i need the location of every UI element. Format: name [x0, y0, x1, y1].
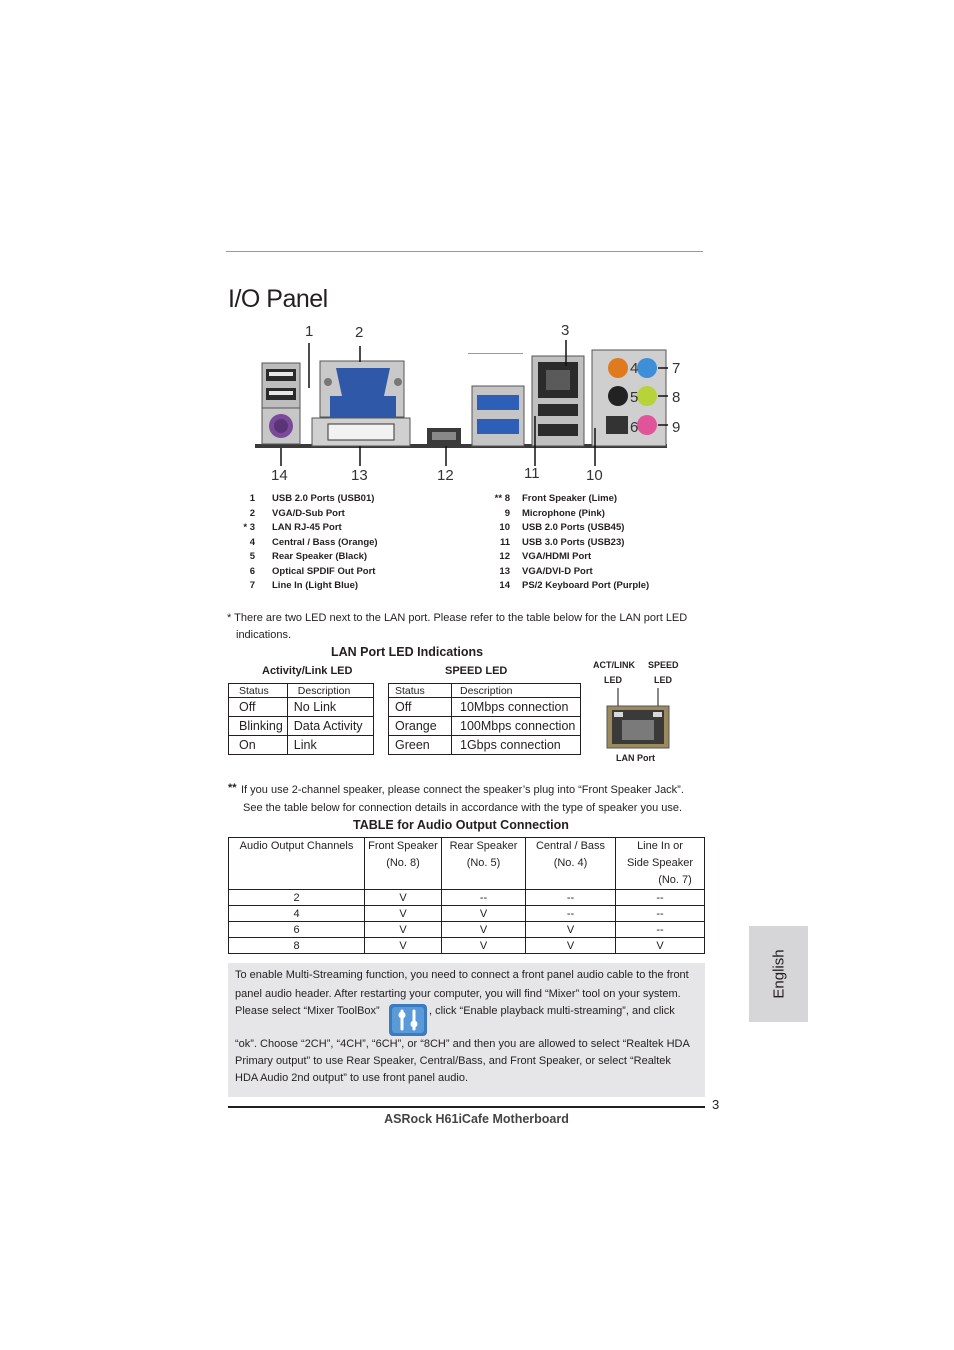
callout-9: 9: [672, 419, 681, 436]
table-cell: Blinking: [229, 717, 288, 736]
multistream-line5: Primary output” to use Rear Speaker, Central/Bass, and Front Speaker, or select “Realtek: [235, 1055, 671, 1067]
footer-title: ASRock H61iCafe Motherboard: [384, 1112, 569, 1126]
callout-11: 11: [524, 465, 540, 482]
table-cell: Green: [389, 736, 452, 755]
table-cell: Off: [389, 698, 452, 717]
audio-jacks: [592, 350, 666, 446]
page-number: 3: [712, 1097, 720, 1112]
callout-6: 6: [630, 419, 639, 436]
lan-note-line1: * There are two LED next to the LAN port. Please refer to the table below for the LAN port LED: [227, 612, 688, 624]
lan-usb45-ports: [532, 356, 584, 446]
speed-led-heading: SPEED LED: [445, 665, 508, 677]
act-link-led-label: LED: [604, 675, 622, 685]
table-header-row: [229, 684, 374, 698]
table-cell: V: [365, 890, 442, 906]
callout-12: 12: [437, 467, 454, 484]
speed-led-table: [388, 683, 581, 755]
multistream-line6: HDA Audio 2nd output” to use front panel audio.: [235, 1072, 468, 1084]
table-header-row: [229, 838, 705, 890]
callout-13: 13: [351, 467, 368, 484]
table-cell: --: [442, 890, 526, 906]
table-cell: V: [365, 938, 442, 954]
hdmi-port: [427, 428, 461, 445]
bottom-rule: [228, 1106, 705, 1108]
callout-8: 8: [672, 389, 681, 406]
table-header-cell: Description: [287, 684, 373, 698]
callout-10: 10: [586, 467, 603, 484]
audio-note-stars: **: [228, 782, 237, 794]
table-cell: 1Gbps connection: [452, 736, 581, 755]
usb3-ports: [468, 353, 524, 446]
table-cell: 10Mbps connection: [452, 698, 581, 717]
table-header-cell: Central / Bass (No. 4): [526, 838, 616, 890]
lan-note-line2: indications.: [236, 629, 292, 641]
multistream-line4: “ok”. Choose “2CH”, “4CH”, “6CH”, or “8CH” and then you are allowed to select “Realtek HDA: [235, 1038, 690, 1050]
callout-5: 5: [630, 389, 639, 406]
vga-dsub-port: [320, 361, 404, 418]
table-row: [229, 922, 705, 938]
table-cell: On: [229, 736, 288, 755]
table-cell: --: [526, 906, 616, 922]
table-cell: V: [616, 938, 705, 954]
table-row: [389, 698, 581, 717]
table-header-row: [389, 684, 581, 698]
table-cell: V: [365, 906, 442, 922]
language-tab: [749, 926, 808, 1022]
audio-table-title: TABLE for Audio Output Connection: [353, 818, 569, 832]
top-rule: [226, 251, 703, 252]
table-cell: --: [526, 890, 616, 906]
audio-note-line1: If you use 2-channel speaker, please connect the speaker’s plug into “Front Speaker Jack”.: [241, 784, 684, 796]
ps2-port: [262, 408, 300, 444]
table-header-cell: Audio Output Channels: [229, 838, 365, 890]
multistream-line3b: , click “Enable playback multi-streaming”, and click: [429, 1005, 675, 1017]
table-cell: 100Mbps connection: [452, 717, 581, 736]
audio-output-table: [228, 837, 705, 954]
lan-port-caption: LAN Port: [616, 753, 655, 763]
callout-1: 1: [305, 323, 314, 340]
table-header-cell: Description: [452, 684, 581, 698]
table-cell: Data Activity: [287, 717, 373, 736]
table-header-cell: Status: [229, 684, 288, 698]
table-cell: Orange: [389, 717, 452, 736]
callout-7: 7: [672, 360, 681, 377]
multistream-info-box: [228, 963, 705, 1097]
table-cell: Link: [287, 736, 373, 755]
table-cell: No Link: [287, 698, 373, 717]
multistream-line1: To enable Multi-Streaming function, you need to connect a front panel audio cable to the front: [235, 969, 689, 981]
table-header-cell: Rear Speaker (No. 5): [442, 838, 526, 890]
table-cell: 4: [229, 906, 365, 922]
table-row: [389, 717, 581, 736]
table-cell: 8: [229, 938, 365, 954]
table-cell: --: [616, 922, 705, 938]
table-header-cell: Line In or Side Speaker (No. 7): [616, 838, 705, 890]
table-row: [229, 717, 374, 736]
table-header-cell: Front Speaker (No. 8): [365, 838, 442, 890]
table-cell: 6: [229, 922, 365, 938]
table-cell: Off: [229, 698, 288, 717]
page-title: I/O Panel: [228, 285, 328, 313]
table-row: [389, 736, 581, 755]
table-row: [229, 736, 374, 755]
callout-14: 14: [271, 467, 288, 484]
lan-led-title: LAN Port LED Indications: [331, 645, 484, 659]
table-row: [229, 890, 705, 906]
table-cell: V: [442, 922, 526, 938]
language-tab-label: English: [770, 949, 787, 999]
callout-2: 2: [355, 324, 364, 341]
io-panel-diagram: [250, 318, 690, 488]
callout-4: 4: [630, 360, 639, 377]
table-cell: V: [442, 938, 526, 954]
table-header-cell: Status: [389, 684, 452, 698]
table-cell: 2: [229, 890, 365, 906]
multistream-line2: panel audio header. After restarting your computer, you will find “Mixer” tool on your system.: [235, 988, 681, 1000]
mixer-toolbox-icon: [388, 1003, 428, 1037]
speed-led-label: LED: [654, 675, 672, 685]
table-cell: V: [526, 922, 616, 938]
table-row: [229, 698, 374, 717]
speed-label: SPEED: [648, 660, 679, 670]
callout-3: 3: [561, 322, 570, 339]
act-link-label: ACT/LINK: [593, 660, 635, 670]
table-cell: V: [442, 906, 526, 922]
table-row: [229, 906, 705, 922]
table-row: [229, 938, 705, 954]
multistream-line3a: Please select “Mixer ToolBox”: [235, 1005, 380, 1017]
table-cell: V: [526, 938, 616, 954]
table-cell: --: [616, 906, 705, 922]
activity-led-heading: Activity/Link LED: [262, 665, 353, 677]
lan-port-figure: [606, 688, 670, 750]
table-cell: V: [365, 922, 442, 938]
vga-dvi-port: [312, 418, 410, 446]
audio-note-line2: See the table below for connection details in accordance with the type of speaker you use.: [243, 802, 683, 814]
table-cell: --: [616, 890, 705, 906]
activity-led-table: [228, 683, 374, 755]
